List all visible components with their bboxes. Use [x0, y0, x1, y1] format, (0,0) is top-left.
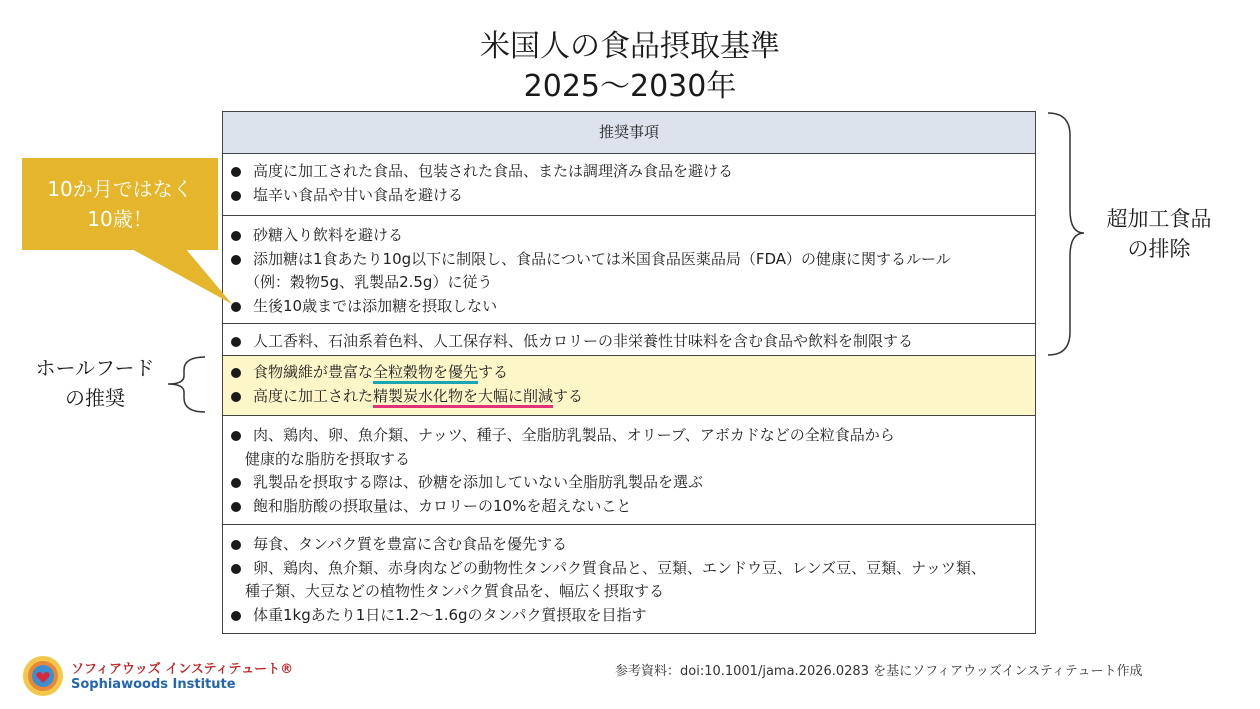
- list-item: 卵、鶏肉、魚介類、赤身肉などの動物性タンパク質食品と、豆類、エンドウ豆、レンズ豆、豆類、ナッツ類、: [231, 557, 1025, 581]
- list-item: 人工香料、石油系着色料、人工保存料、低カロリーの非栄養性甘味料を含む食品や飲料を制限する: [231, 330, 1025, 354]
- list-item-continuation: （例：穀物5g、乳製品2.5g）に従う: [245, 273, 493, 291]
- reference-note: 参考資料：doi:10.1001/jama.2026.0283 を基にソフィアウッズインスティテュート作成: [615, 664, 1143, 679]
- table-header: 推奨事項: [223, 112, 1035, 154]
- sophiawoods-logo-icon: [22, 655, 64, 697]
- list-item-continuation: 種子類、大豆などの植物性タンパク質食品を、幅広く摂取する: [245, 582, 664, 600]
- logo-text-jp: ソフィアウッズ インスティテュート®: [71, 662, 294, 677]
- list-item: 肉、鶏肉、卵、魚介類、ナッツ、種子、全脂肪乳製品、オリーブ、アボカドなどの全粒食品から: [231, 424, 1025, 448]
- whole-food-label: ホールフード の推奨: [35, 356, 155, 410]
- list-item: 毎食、タンパク質を豊富に含む食品を優先する: [231, 533, 1025, 557]
- list-item: 添加糖は1食あたり10g以下に制限し、食品については米国食品医薬品局（FDA）の健康に関するルール: [231, 248, 1025, 272]
- list-item: 生後10歳までは添加糖を摂取しない: [231, 295, 1025, 319]
- list-item-continuation: 健康的な脂肪を摂取する: [245, 449, 411, 468]
- ultra-processed-label: 超加工食品 の排除: [1106, 207, 1212, 261]
- list-item: 砂糖入り飲料を避ける: [231, 224, 1025, 248]
- logo-text-en: Sophiawoods Institute: [71, 677, 236, 692]
- callout-line: 10か月ではなく: [47, 177, 193, 201]
- list-item: 高度に加工された食品、包装された食品、または調理済み食品を避ける: [231, 160, 1025, 184]
- underlined-phrase: 精製炭水化物を大幅に削減: [373, 387, 553, 408]
- list-item: 乳製品を摂取する際は、砂糖を添加していない全脂肪乳製品を選ぶ: [231, 471, 1025, 495]
- list-item: 飽和脂肪酸の摂取量は、カロリーの10%を超えないこと: [231, 495, 1025, 519]
- list-item: 食物繊維が豊富な全粒穀物を優先する: [231, 361, 1025, 385]
- left-brace-icon: [168, 357, 205, 412]
- list-item: 高度に加工された精製炭水化物を大幅に削減する: [231, 385, 1025, 409]
- right-brace-icon: [1048, 113, 1084, 355]
- page-title: 米国人の食品摂取基準: [480, 29, 780, 64]
- underlined-phrase: 全粒穀物を優先: [373, 363, 478, 384]
- callout-line: 10歳！: [87, 207, 153, 231]
- list-item: 塩辛い食品や甘い食品を避ける: [231, 184, 1025, 208]
- list-item: 体重1kgあたり1日に1.2〜1.6gのタンパク質摂取を目指す: [231, 604, 1025, 628]
- page-subtitle: 2025〜2030年: [523, 69, 737, 104]
